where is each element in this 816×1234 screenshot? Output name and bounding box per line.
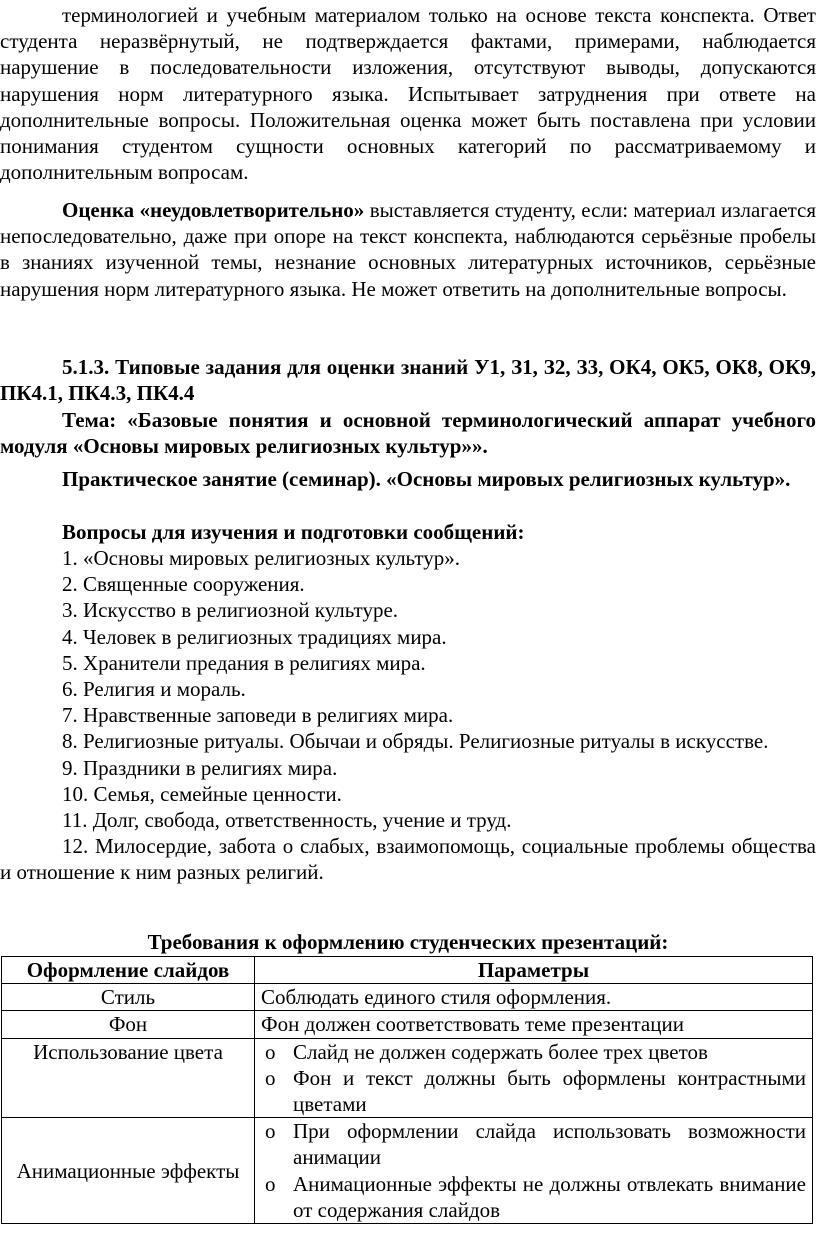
- list-item: 2. Священные сооружения.: [62, 572, 305, 597]
- table-cell-list: [255, 1038, 813, 1118]
- list-item: 4. Человек в религиозных традициях мира.: [62, 624, 447, 649]
- list-item: 6. Религия и мораль.: [62, 677, 246, 702]
- bullet-icon: o: [265, 1171, 276, 1196]
- list-item: o Слайд не должен содержать более трех цветов: [265, 1039, 708, 1064]
- list-item: o Фон и текст должны быть оформлены контрастными цветами: [265, 1065, 806, 1117]
- table-row: [2, 1011, 813, 1038]
- questions-title: Вопросы для изучения и подготовки сообщений:: [62, 520, 525, 544]
- list-item: o Анимационные эффекты не должны отвлекать внимание от содержания слайдов: [265, 1171, 806, 1222]
- list-item: o При оформлении слайда использовать возможности анимации: [265, 1119, 806, 1170]
- list-item: 3. Искусство в религиозной культуре.: [62, 598, 399, 623]
- bullet-icon: o: [265, 1065, 276, 1090]
- list-item: 5. Хранители предания в религиях мира.: [62, 650, 426, 675]
- list-item: 1. «Основы мировых религиозных культур».: [62, 546, 460, 570]
- presentation-requirements-table: [1, 956, 813, 1224]
- table-title: Требования к оформлению студенческих презентаций:: [147, 930, 669, 954]
- intro-paragraph-1: терминологией и учебным материалом только на основе текста конспекта. Ответ студента неразвёрнутый, не подтверждается фактами, примерами, наблюдается нарушение в последовательности изложения, отсутствуют выводы, допускаются нарушения норм литературного языка. Испытывает затруднения при ответе на дополнительные вопросы. Положительная оценка может быть поставлена при условии понимания студентом сущности основных категорий по рассматриваемому и дополнительным вопросам.: [0, 3, 816, 185]
- bullet-icon: o: [265, 1039, 276, 1064]
- grade-description: выставляется студенту, если: материал излагается непоследовательно, даже при опоре на текст конспекта, наблюдаются серьёзные пробелы в знаниях изученной темы, незнание основных литературных источников, серьёзные нарушения норм литературного языка. Не может ответить на дополнительные вопросы.: [0, 198, 816, 301]
- list-item: 8. Религиозные ритуалы. Обычаи и обряды. Религиозные ритуалы в искусстве.: [62, 729, 769, 754]
- table-cell-label: Использование цвета: [2, 1038, 255, 1118]
- list-item: 9. Праздники в религиях мира.: [62, 755, 338, 780]
- table-cell-list: [255, 1118, 813, 1224]
- table-cell-text: Фон должен соответствовать теме презентации: [255, 1011, 813, 1038]
- table-cell-label: Стиль: [2, 984, 255, 1011]
- table-row: [2, 1118, 813, 1224]
- bullet-icon: o: [265, 1119, 276, 1144]
- table-cell-text: Соблюдать единого стиля оформления.: [255, 984, 813, 1011]
- section-heading: 5.1.3. Типовые задания для оценки знаний У1, З1, З2, З3, ОК4, ОК5, ОК8, ОК9, ПК4.1, ПК4.3, ПК4.4: [0, 355, 816, 406]
- topic-heading: Тема: «Базовые понятия и основной терминологический аппарат учебного модуля «Основы мировых религиозных культур»».: [0, 408, 816, 459]
- practice-heading: Практическое занятие (семинар). «Основы мировых религиозных культур».: [62, 467, 791, 491]
- table-header-cell: Параметры: [255, 957, 813, 984]
- intro-paragraph-2: [0, 197, 816, 302]
- questions-list: [0, 545, 816, 886]
- table-row: [2, 984, 813, 1011]
- list-item: 10. Семья, семейные ценности.: [62, 781, 342, 806]
- list-item: 11. Долг, свобода, ответственность, учение и труд.: [62, 808, 512, 833]
- table-cell-label: Фон: [2, 1011, 255, 1038]
- grade-label: Оценка «неудовлетворительно»: [62, 198, 365, 222]
- table-row: [2, 1038, 813, 1118]
- table-header-cell: Оформление слайдов: [2, 957, 255, 984]
- table-cell-label: Анимационные эффекты: [2, 1118, 255, 1224]
- table-header-row: [2, 957, 813, 984]
- list-item: 12. Милосердие, забота о слабых, взаимопомощь, социальные проблемы общества и отношение к ним разных религий.: [0, 834, 816, 885]
- list-item: 7. Нравственные заповеди в религиях мира.: [62, 703, 454, 728]
